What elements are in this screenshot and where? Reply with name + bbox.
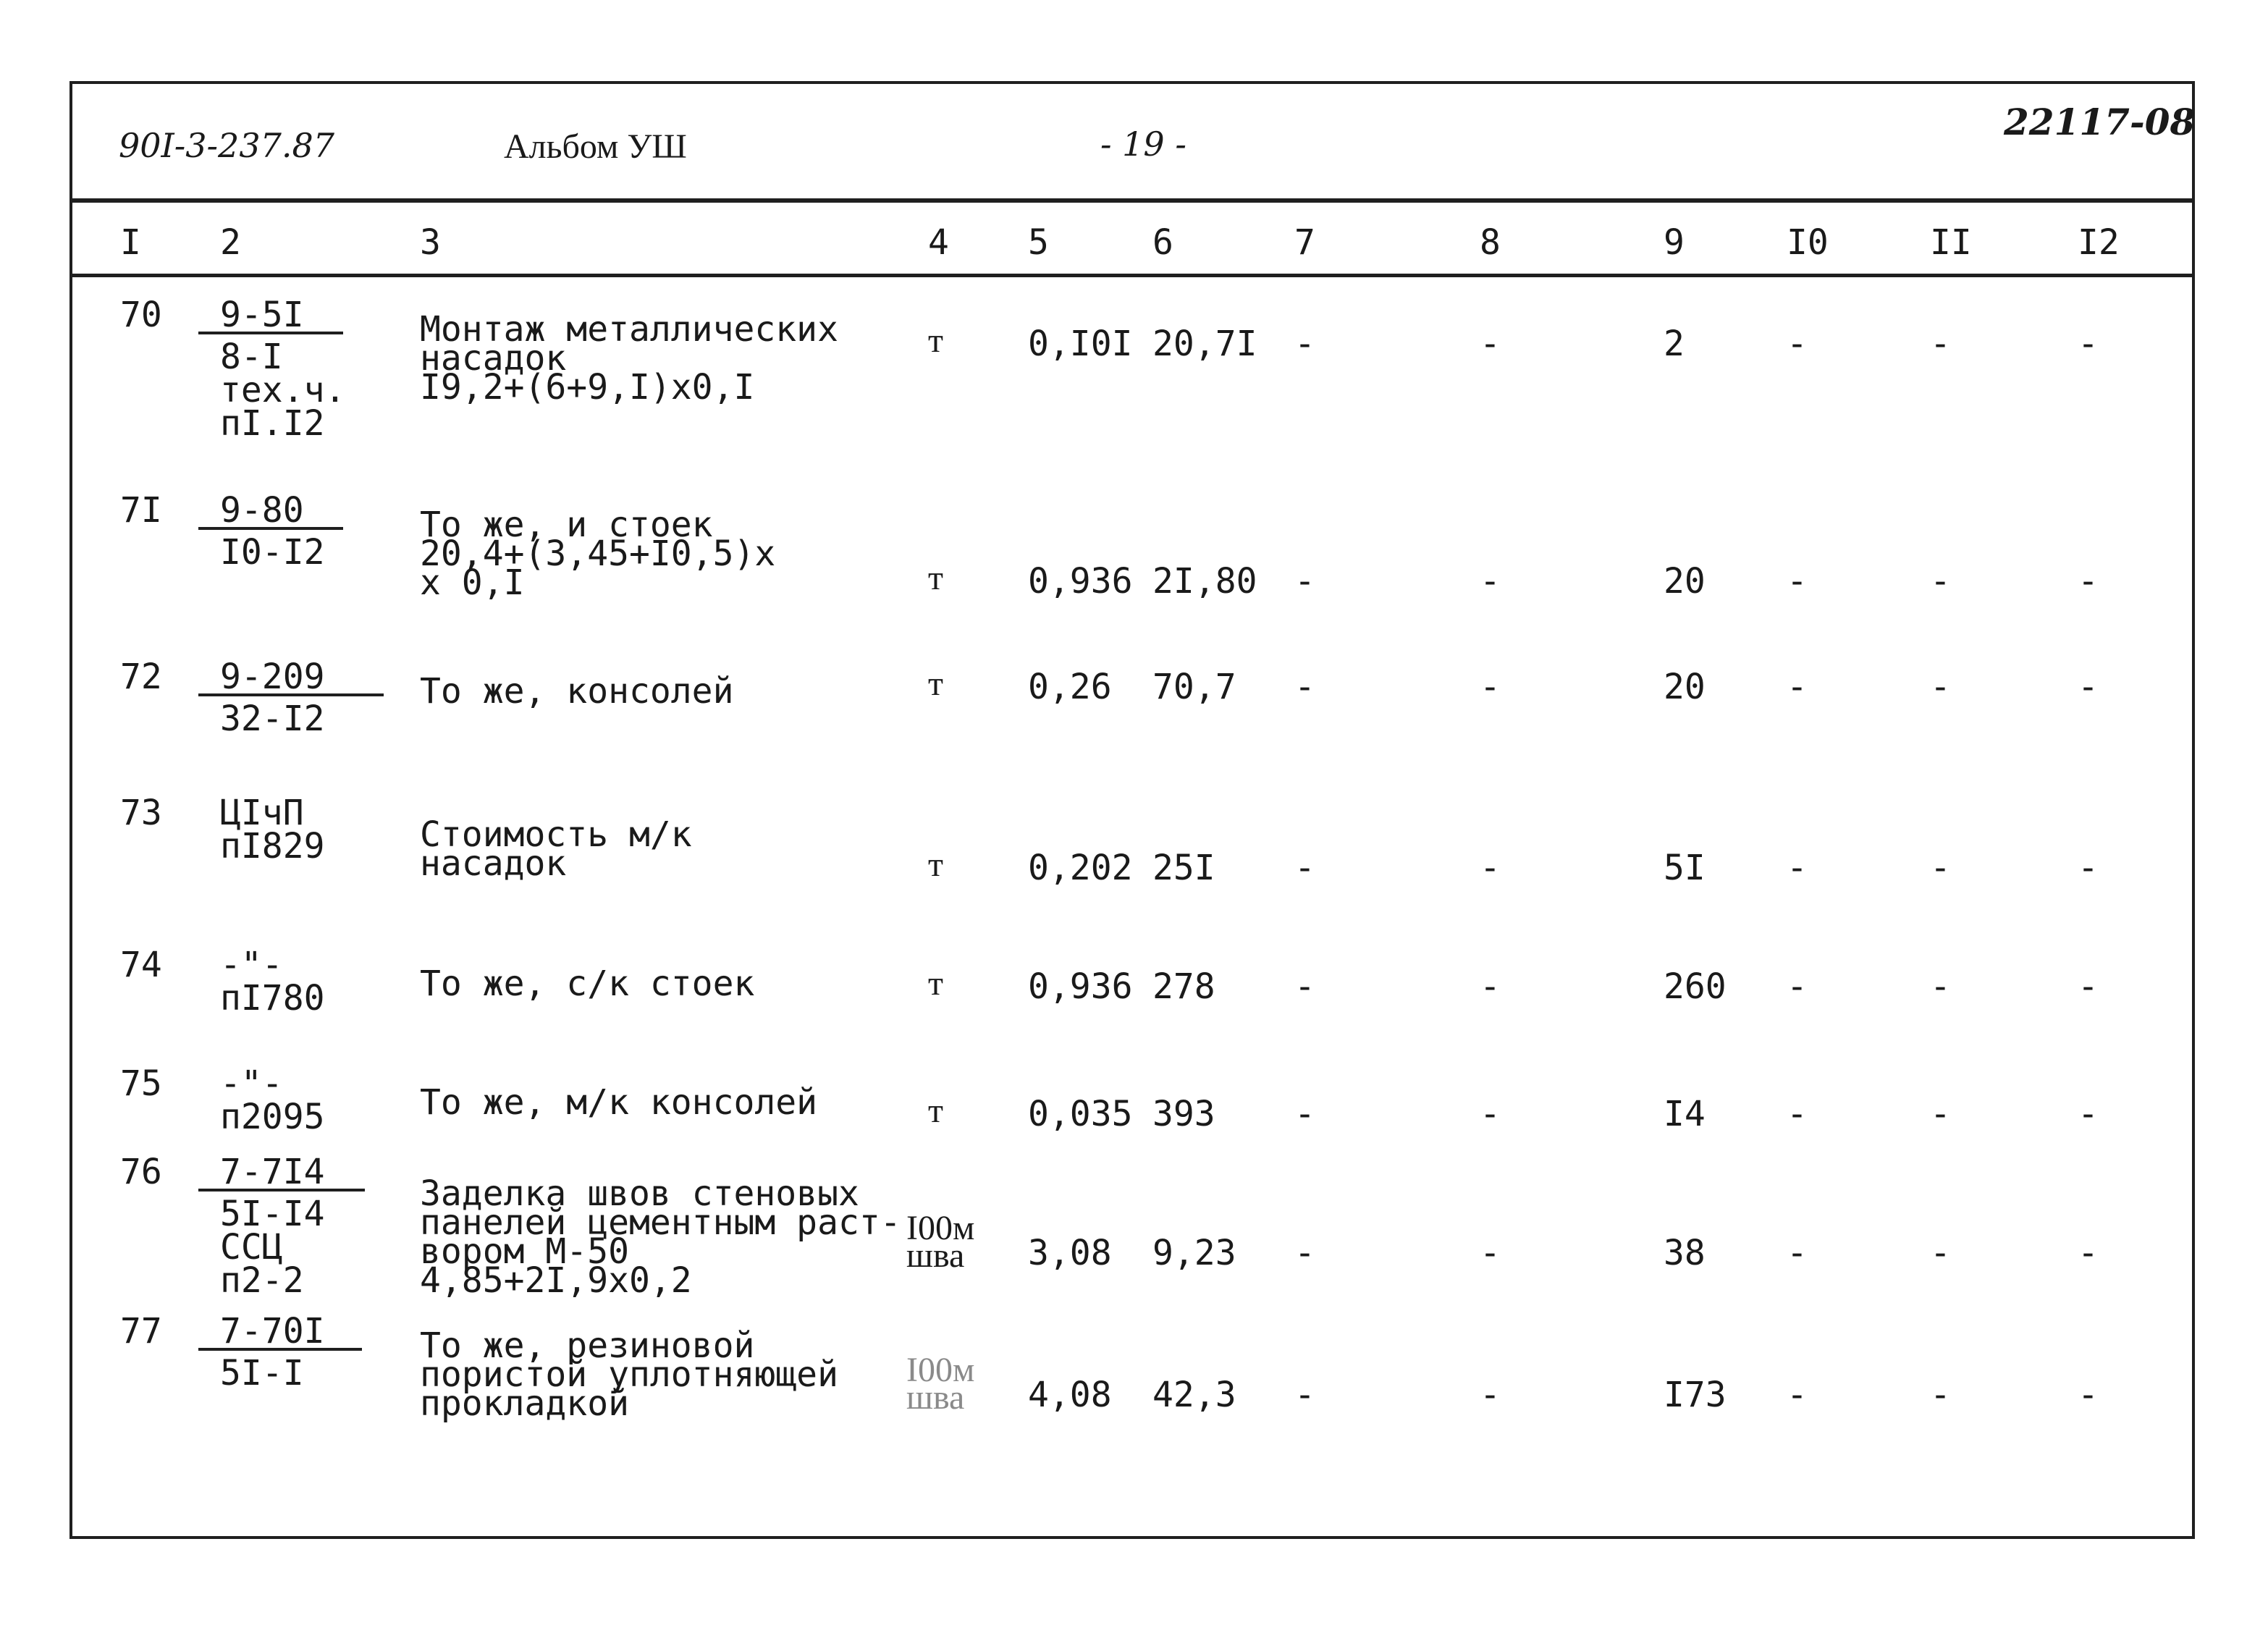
column-8-value: - <box>1480 1233 1501 1273</box>
document-code: 90I-3-237.87 <box>119 126 335 165</box>
column-8-value: - <box>1480 667 1501 707</box>
unit-cost-value: 9,23 <box>1152 1233 1236 1273</box>
row-number: 74 <box>120 945 162 985</box>
row-number: 72 <box>120 657 162 697</box>
header-rule <box>69 198 2195 203</box>
work-description-line: То же, резиновой <box>420 1325 755 1366</box>
unit-of-measure: т <box>928 559 943 597</box>
column-10-value: - <box>1787 1233 1808 1273</box>
column-12-value: - <box>2078 1375 2099 1415</box>
column-11-value: - <box>1930 561 1951 602</box>
quantity-value: 0,202 <box>1028 848 1133 888</box>
column-8-value: - <box>1480 561 1501 602</box>
column-7-value: - <box>1294 966 1315 1007</box>
row-number: 73 <box>120 793 162 833</box>
column-12-value: - <box>2078 966 2099 1007</box>
column-10-value: - <box>1787 561 1808 602</box>
column-header-6: 6 <box>1152 222 1173 263</box>
unit-of-measure: т <box>928 845 943 884</box>
unit-of-measure: I00м шва <box>906 1209 975 1275</box>
norm-reference: 9-209 <box>198 660 384 696</box>
column-7-value: - <box>1294 561 1315 602</box>
column-7-value: - <box>1294 667 1315 707</box>
column-header-rule <box>69 274 2195 277</box>
work-description-line: Заделка швов стеновых <box>420 1173 859 1214</box>
work-description-line: То же, и стоек <box>420 505 713 545</box>
column-header-4: 4 <box>928 222 949 263</box>
column-11-value: - <box>1930 1233 1951 1273</box>
unit-of-measure: т <box>928 665 943 703</box>
column-9-value: I4 <box>1664 1094 1706 1134</box>
work-description-line: Монтаж металлических <box>420 309 838 350</box>
column-9-value: 38 <box>1664 1233 1706 1273</box>
column-10-value: - <box>1787 848 1808 888</box>
column-11-value: - <box>1930 848 1951 888</box>
reference-line: I0-I2 <box>220 532 325 573</box>
column-header-3: 3 <box>420 222 441 263</box>
row-number: 76 <box>120 1152 162 1192</box>
column-9-value: 260 <box>1664 966 1727 1007</box>
work-description-line: Стоимость м/к <box>420 814 692 855</box>
work-description-line: вором М-50 <box>420 1231 629 1272</box>
column-12-value: - <box>2078 1094 2099 1134</box>
page-number: - 19 - <box>1100 125 1186 164</box>
archive-stamp: 22117-08 <box>2004 101 2196 143</box>
quantity-value: 0,936 <box>1028 966 1133 1007</box>
unit-cost-value: 42,3 <box>1152 1375 1236 1415</box>
work-description-line: пористой уплотняющей <box>420 1354 838 1395</box>
norm-reference: 7-70I <box>198 1315 362 1351</box>
quantity-value: 0,035 <box>1028 1094 1133 1134</box>
reference-line: 5I-I4 <box>220 1194 325 1234</box>
work-description-line: прокладкой <box>420 1383 629 1424</box>
reference-line: п2095 <box>220 1097 325 1137</box>
row-number: 7I <box>120 490 162 531</box>
column-11-value: - <box>1930 1094 1951 1134</box>
column-9-value: 20 <box>1664 667 1706 707</box>
column-header-5: 5 <box>1028 222 1049 263</box>
quantity-value: 0,936 <box>1028 561 1133 602</box>
column-7-value: - <box>1294 1375 1315 1415</box>
reference-line: п2-2 <box>220 1260 304 1301</box>
column-12-value: - <box>2078 324 2099 364</box>
column-10-value: - <box>1787 966 1808 1007</box>
reference-line: пI829 <box>220 826 325 866</box>
row-number: 70 <box>120 295 162 335</box>
column-header-10: I0 <box>1787 222 1829 263</box>
reference-line: -"- <box>220 1063 283 1104</box>
unit-cost-value: 20,7I <box>1152 324 1257 364</box>
column-8-value: - <box>1480 966 1501 1007</box>
column-header-11: II <box>1930 222 1972 263</box>
work-description-line: I9,2+(6+9,I)x0,I <box>420 367 755 408</box>
unit-of-measure: I00м шва <box>906 1351 975 1417</box>
column-9-value: 20 <box>1664 561 1706 602</box>
column-9-value: 5I <box>1664 848 1706 888</box>
column-header-1: I <box>120 222 141 263</box>
column-9-value: 2 <box>1664 324 1685 364</box>
reference-line: пI.I2 <box>220 403 325 444</box>
work-description-line: панелей цементным раст- <box>420 1202 901 1243</box>
unit-cost-value: 25I <box>1152 848 1215 888</box>
column-7-value: - <box>1294 1094 1315 1134</box>
reference-line: 5I-I <box>220 1353 304 1393</box>
column-7-value: - <box>1294 1233 1315 1273</box>
reference-line: -"- <box>220 945 283 985</box>
unit-of-measure: т <box>928 1092 943 1130</box>
work-description-line: То же, консолей <box>420 671 734 712</box>
reference-line: ССЦ <box>220 1227 283 1268</box>
column-11-value: - <box>1930 667 1951 707</box>
work-description-line: 4,85+2I,9x0,2 <box>420 1260 692 1301</box>
reference-line: тех.ч. <box>220 370 346 410</box>
document-frame <box>69 81 2195 1539</box>
unit-cost-value: 393 <box>1152 1094 1215 1134</box>
column-7-value: - <box>1294 848 1315 888</box>
column-12-value: - <box>2078 561 2099 602</box>
reference-line: пI780 <box>220 978 325 1018</box>
column-header-2: 2 <box>220 222 241 263</box>
reference-line: 8-I <box>220 337 283 377</box>
column-8-value: - <box>1480 1094 1501 1134</box>
row-number: 77 <box>120 1311 162 1351</box>
unit-cost-value: 278 <box>1152 966 1215 1007</box>
work-description-line: насадок <box>420 843 567 884</box>
column-10-value: - <box>1787 1094 1808 1134</box>
norm-reference: 9-5I <box>198 298 343 334</box>
column-11-value: - <box>1930 1375 1951 1415</box>
album-title: Альбом УШ <box>504 127 687 166</box>
column-8-value: - <box>1480 324 1501 364</box>
column-header-12: I2 <box>2078 222 2120 263</box>
column-10-value: - <box>1787 1375 1808 1415</box>
column-header-9: 9 <box>1664 222 1685 263</box>
unit-of-measure: т <box>928 964 943 1003</box>
column-12-value: - <box>2078 667 2099 707</box>
quantity-value: 0,I0I <box>1028 324 1133 364</box>
work-description-line: 20,4+(3,45+I0,5)x <box>420 533 776 574</box>
unit-cost-value: 2I,80 <box>1152 561 1257 602</box>
work-description-line: x 0,I <box>420 562 525 603</box>
norm-reference: 7-7I4 <box>198 1155 365 1192</box>
column-12-value: - <box>2078 1233 2099 1273</box>
quantity-value: 0,26 <box>1028 667 1112 707</box>
quantity-value: 3,08 <box>1028 1233 1112 1273</box>
quantity-value: 4,08 <box>1028 1375 1112 1415</box>
column-8-value: - <box>1480 848 1501 888</box>
work-description-line: насадок <box>420 338 567 379</box>
norm-reference: 9-80 <box>198 494 343 530</box>
reference-line: ЦIчП <box>220 793 304 833</box>
column-9-value: I73 <box>1664 1375 1727 1415</box>
column-8-value: - <box>1480 1375 1501 1415</box>
column-10-value: - <box>1787 324 1808 364</box>
column-10-value: - <box>1787 667 1808 707</box>
column-header-7: 7 <box>1294 222 1315 263</box>
unit-of-measure: т <box>928 321 943 360</box>
column-header-8: 8 <box>1480 222 1501 263</box>
column-7-value: - <box>1294 324 1315 364</box>
reference-line: 32-I2 <box>220 699 325 739</box>
work-description-line: То же, с/к стоек <box>420 963 755 1004</box>
column-11-value: - <box>1930 966 1951 1007</box>
work-description-line: То же, м/к консолей <box>420 1082 818 1123</box>
column-11-value: - <box>1930 324 1951 364</box>
column-12-value: - <box>2078 848 2099 888</box>
row-number: 75 <box>120 1063 162 1104</box>
unit-cost-value: 70,7 <box>1152 667 1236 707</box>
